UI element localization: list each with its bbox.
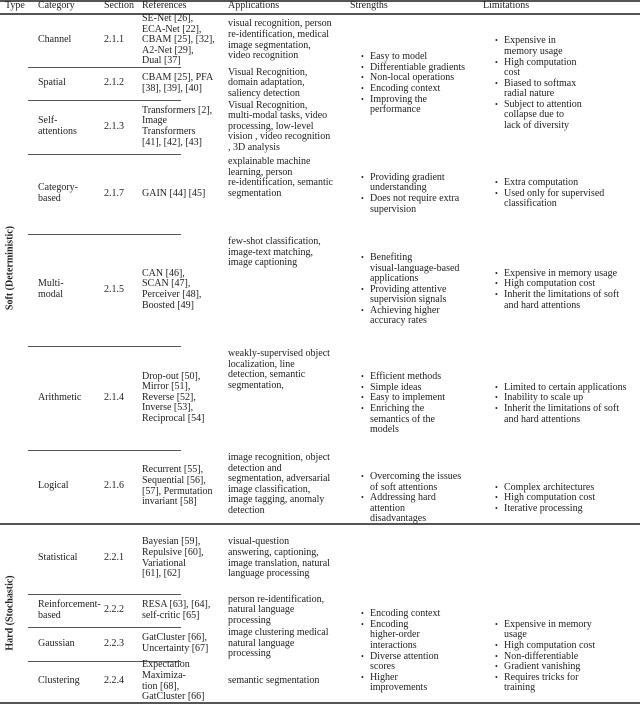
row-category: Gaussian: [38, 637, 75, 649]
limitation-item: • Expensive in memory usage: [494, 36, 582, 57]
row-section: 2.2.2: [104, 604, 124, 616]
header-category: Category: [38, 0, 75, 11]
limitation-item: • Gradient vanishing: [494, 662, 595, 673]
strengths-list: [360, 52, 465, 116]
row-references: GAIN [44] [45]: [142, 187, 206, 199]
strengths-cell: [360, 234, 488, 346]
limitations-cell: [494, 234, 640, 346]
row-applications: Visual Recognition, domain adaptation, saliency detection: [228, 66, 308, 99]
strength-item: • Improving the performance: [360, 95, 465, 116]
row-references: Bayesian [59], Repulsive [60], Variational [61], [62]: [142, 536, 204, 580]
limitation-item: • High computation cost: [494, 493, 595, 504]
limitations-list: [494, 36, 582, 131]
limitations-cell: [494, 450, 640, 523]
row-category: Self- attentions: [38, 115, 77, 137]
top-rule: [0, 0, 640, 2]
row-section: 2.2.3: [104, 637, 124, 649]
row-section: 2.1.4: [104, 391, 124, 403]
strengths-cell: [360, 523, 488, 702]
header-type: Type: [5, 0, 25, 11]
strength-item: • Overcoming the issues of soft attentions: [360, 472, 461, 493]
strength-item: • Does not require extra supervision: [360, 194, 459, 215]
strengths-list: [360, 372, 445, 436]
limitation-item: • Non-differentiable: [494, 652, 595, 663]
row-category: Multi- modal: [38, 278, 64, 300]
row-section: 2.2.4: [104, 675, 124, 687]
limitations-list: [494, 178, 604, 210]
row-applications: person re-identification, natural language processing: [228, 593, 325, 626]
strength-item: • Providing attentive supervision signals: [360, 285, 459, 306]
strengths-list: [360, 253, 459, 327]
header-strengths: Strengths: [350, 0, 388, 11]
row-references: Expectation Maximiza- tion [68], GatCluster [66]: [142, 659, 205, 703]
limitation-item: • High computation cost: [494, 279, 619, 290]
row-applications: weakly-supervised object localization, line detection, semantic segmentation,: [228, 348, 330, 391]
row-applications: explainable machine learning, person re-identification, semantic segmentation: [228, 156, 333, 199]
strength-item: • Easy to model: [360, 52, 465, 63]
strengths-cell: [360, 346, 488, 450]
limitation-item: • Expensive in memory usage: [494, 620, 595, 641]
header-applications: Applications: [228, 0, 280, 11]
row-applications: visual-question answering, captioning, image translation, natural language processing: [228, 536, 330, 580]
row-section: 2.2.1: [104, 552, 124, 564]
strength-item: • Efficient methods: [360, 372, 445, 383]
limitations-list: [494, 383, 626, 425]
limitations-cell: [494, 14, 640, 154]
row-applications: few-shot classification, image-text matching, image captioning: [228, 236, 321, 269]
row-category: Logical: [38, 480, 69, 492]
strengths-list: [360, 609, 440, 694]
strengths-cell: [360, 450, 488, 523]
limitation-item: • High computation cost: [494, 58, 582, 79]
row-references: CAN [46], SCAN [47], Perceiver [48], Boosted [49]: [142, 267, 202, 311]
strengths-list: [360, 472, 461, 525]
limitation-item: • Complex architectures: [494, 483, 595, 494]
limitation-item: • Used only for supervised classification: [494, 189, 604, 210]
header-references: References: [142, 0, 187, 11]
strength-item: • Non-local operations: [360, 73, 465, 84]
limitation-item: • Extra computation: [494, 178, 604, 189]
row-category: Category- based: [38, 182, 78, 204]
row-applications: visual recognition, person re-identification, medical image segmentation, video recognition: [228, 18, 332, 62]
row-category: Statistical: [38, 552, 78, 564]
limitations-cell: [494, 523, 640, 702]
limitations-list: [494, 483, 595, 515]
limitation-item: • Requires tricks for training: [494, 673, 595, 694]
strength-item: • Diverse attention scores: [360, 652, 440, 673]
row-section: 2.1.1: [104, 34, 124, 46]
limitation-item: • Iterative processing: [494, 504, 595, 515]
limitations-list: [494, 620, 595, 694]
strengths-cell: [360, 14, 488, 154]
row-references: RESA [63], [64], self-critic [65]: [142, 598, 211, 621]
limitation-item: • Limited to certain applications: [494, 383, 626, 394]
row-category: Arithmetic: [38, 391, 82, 403]
limitation-item: • Biased to softmax radial nature: [494, 79, 582, 100]
header-section: Section: [104, 0, 134, 11]
row-references: Transformers [2], Image Transformers [41], [42], [43]: [142, 104, 213, 148]
row-category: Reinforcement- based: [38, 598, 101, 621]
limitation-item: • Inherit the limitations of soft and hard attentions: [494, 290, 619, 311]
row-section: 2.1.5: [104, 283, 124, 295]
row-category: Clustering: [38, 675, 80, 687]
row-section: 2.1.3: [104, 120, 124, 132]
row-section: 2.1.2: [104, 77, 124, 89]
row-references: Drop-out [50], Mirror [51], Reverse [52], Inverse [53], Reciprocal [54]: [142, 370, 205, 424]
row-applications: Visual Recognition, multi-modal tasks, video processing, low-level vision , video recognition , 3D analysis: [228, 99, 331, 153]
row-applications: semantic segmentation: [228, 675, 320, 687]
bottom-rule: [0, 702, 640, 704]
limitation-item: • Expensive in memory usage: [494, 269, 619, 280]
strength-item: • Differentiable gradients: [360, 63, 465, 74]
limitations-list: [494, 269, 619, 311]
strength-item: • Benefiting visual-language-based applications: [360, 253, 459, 285]
strength-item: • Enriching the semantics of the models: [360, 404, 445, 436]
strength-item: • Addressing hard attention disadvantages: [360, 493, 461, 525]
type-label-hard: Hard (Stochastic): [4, 575, 16, 651]
row-category: Channel: [38, 34, 72, 46]
strength-item: • Encoding context: [360, 84, 465, 95]
strength-item: • Achieving higher accuracy rates: [360, 306, 459, 327]
strengths-list: [360, 173, 459, 215]
limitations-cell: [494, 154, 640, 234]
row-references: Recurrent [55], Sequential [56], [57], Permutation invariant [58]: [142, 464, 213, 508]
row-references: SE-Net [26], ECA-Net [22], CBAM [25], [32], A2-Net [29], Dual [37]: [142, 13, 215, 67]
row-applications: image clustering medical natural language processing: [228, 627, 329, 660]
row-applications: image recognition, object detection and segmentation, adversarial image classification, image tagging, anomaly detection: [228, 452, 331, 516]
strength-item: • Easy to implement: [360, 393, 445, 404]
strength-item: • Encoding context: [360, 609, 440, 620]
strength-item: • Encoding higher-order interactions: [360, 620, 440, 652]
row-section: 2.1.6: [104, 480, 124, 492]
strengths-cell: [360, 154, 488, 234]
row-references: GatCluster [66], Uncertainty [67]: [142, 632, 209, 654]
type-label-soft: Soft (Deterministic): [4, 225, 16, 311]
row-category: Spatial: [38, 77, 66, 89]
strength-item: • Simple ideas: [360, 383, 445, 394]
limitations-cell: [494, 346, 640, 450]
limitation-item: • Inherit the limitations of soft and hard attentions: [494, 404, 626, 425]
strength-item: • Providing gradient understanding: [360, 173, 459, 194]
row-references: CBAM [25], PFA [38], [39], [40]: [142, 71, 214, 94]
strength-item: • Higher improvements: [360, 673, 440, 694]
limitation-item: • High computation cost: [494, 641, 595, 652]
row-section: 2.1.7: [104, 187, 124, 199]
limitation-item: • Inability to scale up: [494, 393, 626, 404]
limitation-item: • Subject to attention collapse due to lack of diversity: [494, 100, 582, 132]
header-limitations: Limitations: [483, 0, 530, 11]
